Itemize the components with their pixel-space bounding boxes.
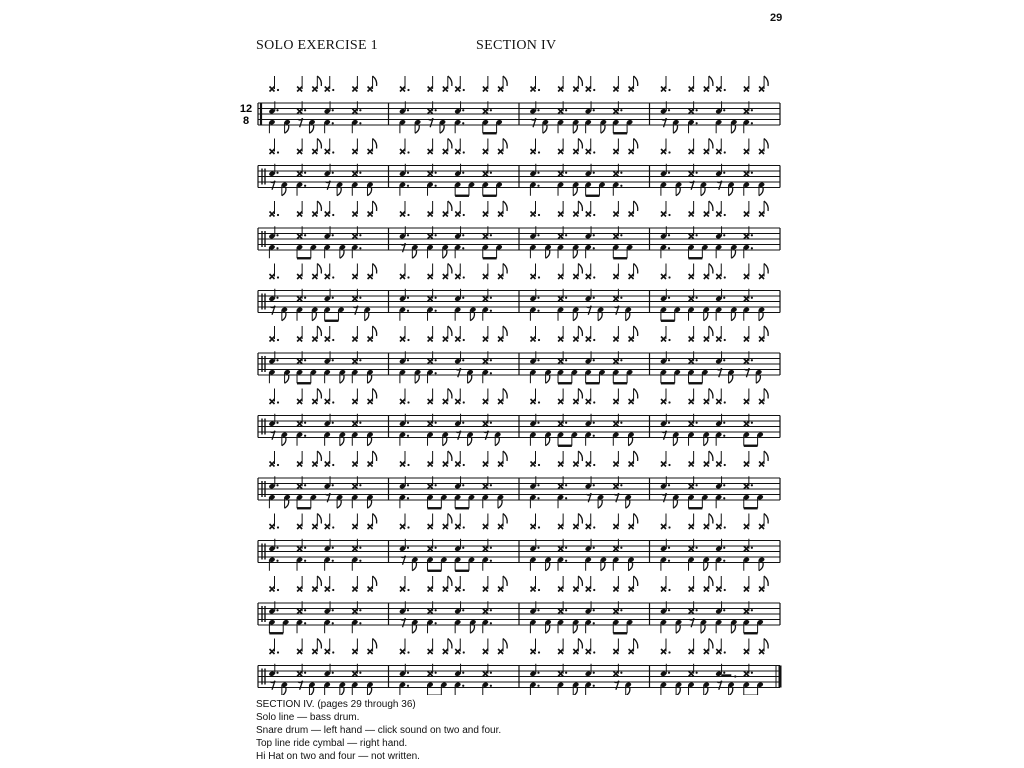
exercise-title: SOLO EXERCISE 1 [256,38,378,53]
system-6 [258,389,780,446]
page-number: 29 [770,12,783,24]
time-signature-top: 12 [239,103,253,115]
system-4 [258,264,780,321]
note-line-solo: Solo line — bass drum. [256,712,360,723]
note-line-section: SECTION IV. (pages 29 through 36) [256,699,416,710]
footer-notes [256,698,501,763]
drum-score [228,60,788,695]
system-1 [240,76,780,133]
system-8 [258,514,780,571]
system-5 [258,326,780,383]
note-line-ride: Top line ride cymbal — right hand. [256,738,408,749]
system-2 [258,139,780,196]
system-7 [258,451,780,508]
time-signature-bottom: 8 [242,115,250,127]
system-3 [258,201,780,258]
note-line-hihat: Hi Hat on two and four — not written. [256,751,420,762]
system-9 [258,576,780,633]
note-line-snare: Snare drum — left hand — click sound on two and four. [256,725,502,736]
system-10 [258,639,780,696]
section-title: SECTION IV [476,38,557,53]
